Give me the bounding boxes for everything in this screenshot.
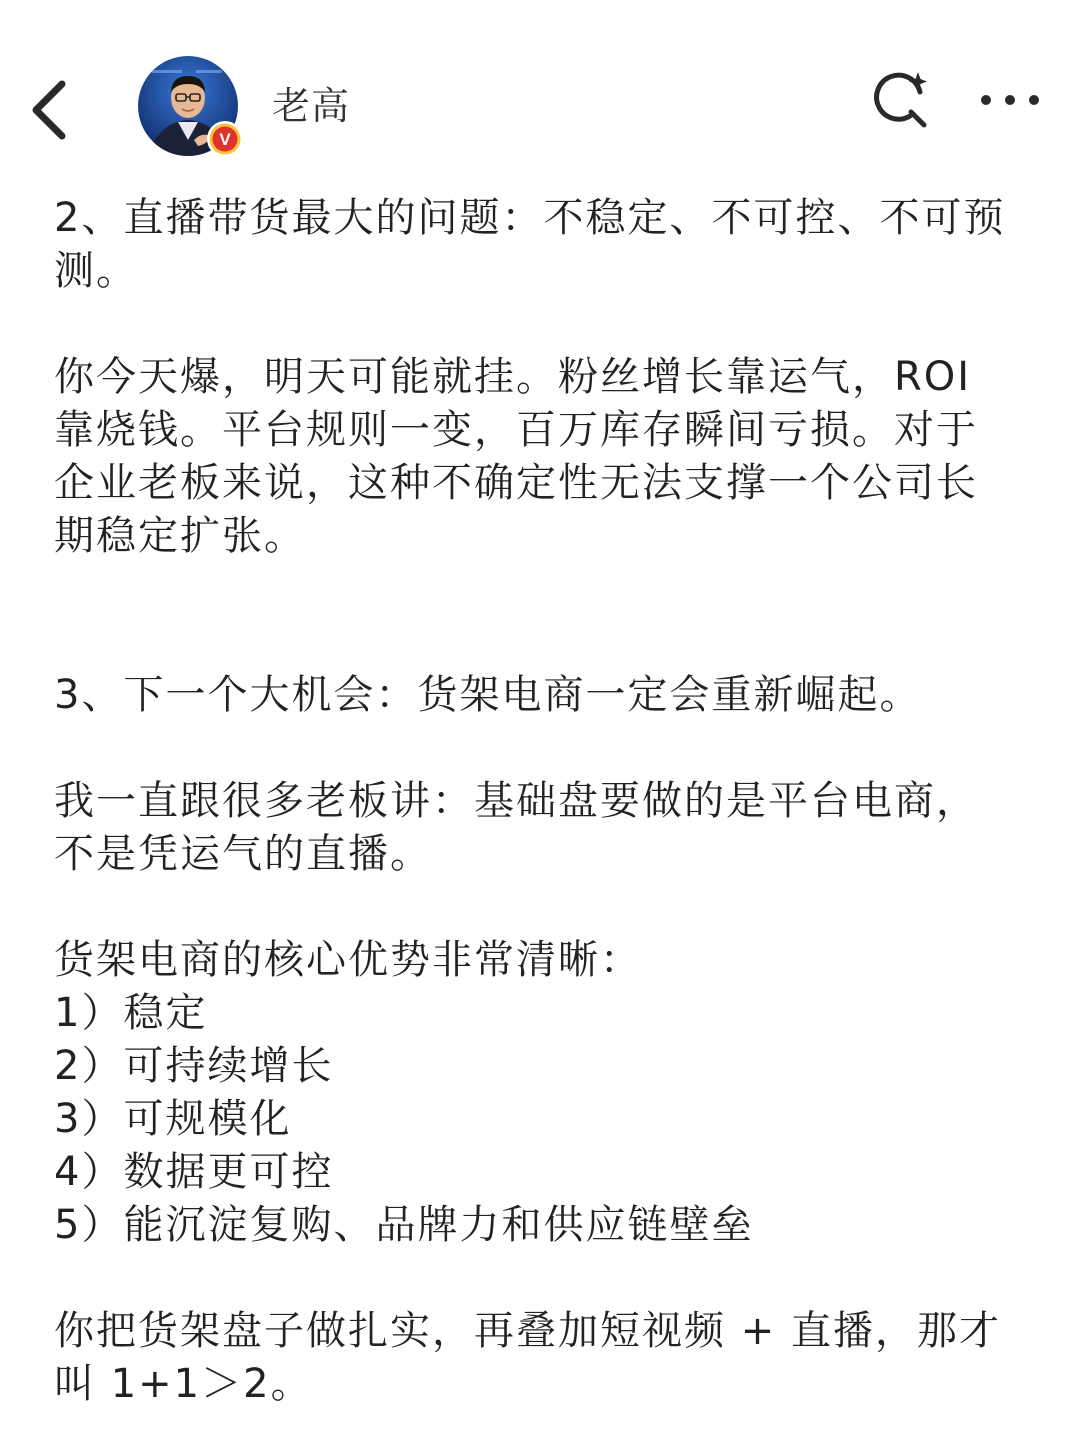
- paragraph-2-line-2: 不是凭运气的直播。: [54, 831, 432, 877]
- paragraph-3-line-1: 你把货架盘子做扎实，再叠加短视频 + 直播，那才: [54, 1308, 1001, 1354]
- point-2-heading-line-2: 测。: [54, 248, 138, 294]
- point-2-heading-line-1: 2、直播带货最大的问题：不稳定、不可控、不可预: [54, 195, 1006, 241]
- paragraph-1-line-4: 期稳定扩张。: [54, 513, 306, 559]
- advantages-heading: 货架电商的核心优势非常清晰：: [54, 937, 642, 983]
- list-item: 3）可规模化: [54, 1096, 292, 1142]
- point-3-heading: 3、下一个大机会：货架电商一定会重新崛起。: [54, 672, 922, 718]
- more-button[interactable]: [972, 80, 1052, 120]
- more-dots-icon: [972, 80, 1052, 120]
- search-button[interactable]: [868, 68, 934, 134]
- paragraph-3-line-2: 叫 1+1＞2。: [54, 1361, 313, 1407]
- list-item: 2）可持续增长: [54, 1043, 334, 1089]
- top-nav-bar: [0, 0, 1080, 190]
- paragraph-1-line-2: 靠烧钱。平台规则一变，百万库存瞬间亏损。对于: [54, 407, 978, 453]
- back-button[interactable]: [22, 70, 82, 150]
- author-name[interactable]: 老高: [272, 84, 351, 128]
- paragraph-1-line-1: 你今天爆，明天可能就挂。粉丝增长靠运气，ROI: [54, 354, 972, 400]
- paragraph-1-line-3: 企业老板来说，这种不确定性无法支撑一个公司长: [54, 460, 978, 506]
- list-item: 5）能沉淀复购、品牌力和供应链壁垒: [54, 1202, 754, 1248]
- list-item: 4）数据更可控: [54, 1149, 334, 1195]
- search-sparkle-icon: [868, 68, 934, 134]
- paragraph-2-line-1: 我一直跟很多老板讲：基础盘要做的是平台电商，: [54, 778, 978, 824]
- list-item: 1）稳定: [54, 990, 208, 1036]
- verified-badge-icon: [206, 120, 244, 158]
- verified-badge-text: V: [219, 130, 231, 149]
- article-body: [54, 192, 1034, 1411]
- chevron-left-icon: [22, 70, 82, 150]
